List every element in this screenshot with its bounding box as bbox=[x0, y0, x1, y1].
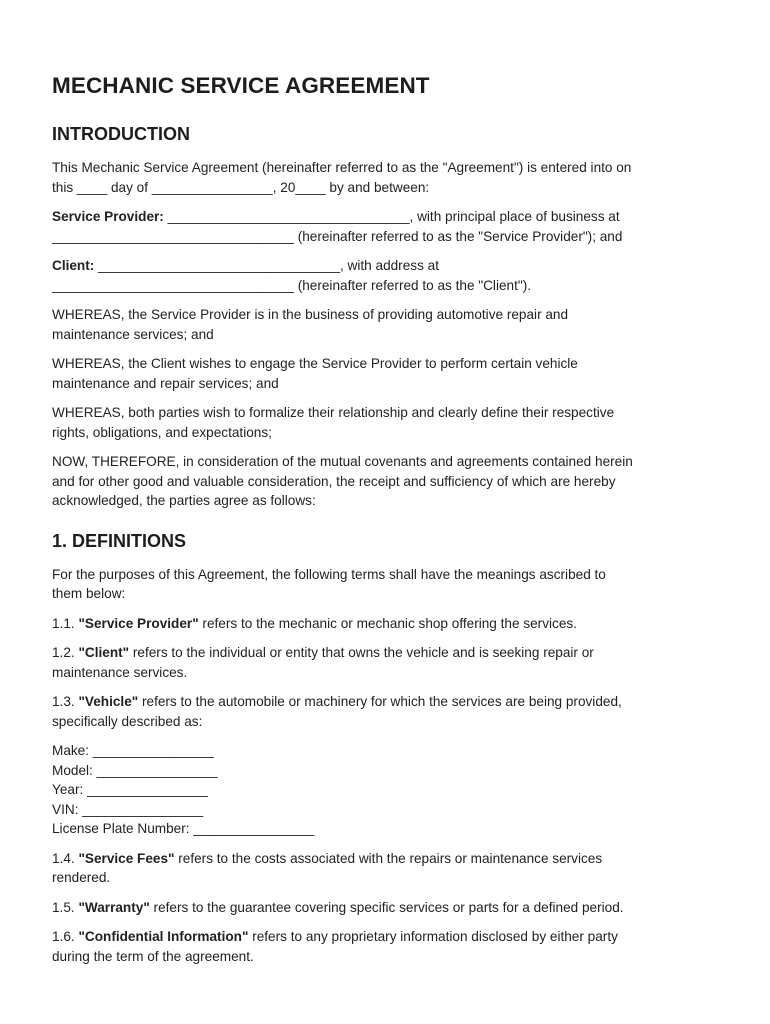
service-provider-line-2: ________________________________ (hereinafter referred to as the "Service Provider"); and bbox=[52, 228, 623, 244]
definition-text: refers to the guarantee covering specific services or parts for a defined period. bbox=[149, 899, 624, 915]
client-label: Client: bbox=[52, 258, 95, 273]
definition-term: "Client" bbox=[78, 645, 130, 660]
whereas-paragraph-3 bbox=[52, 403, 722, 442]
vehicle-year-field: Year: ________________ bbox=[52, 782, 208, 797]
service-provider-line-1: ________________________________, with principal place of business at bbox=[163, 209, 620, 224]
whereas-1-line-2: maintenance services; and bbox=[52, 326, 214, 342]
definitions-heading: 1. DEFINITIONS bbox=[52, 530, 187, 551]
definition-1-6 bbox=[52, 927, 722, 966]
now-therefore-paragraph bbox=[52, 452, 722, 511]
definition-number: 1.3. bbox=[52, 694, 79, 709]
definition-1-2 bbox=[52, 643, 722, 682]
whereas-3-line-2: rights, obligations, and expectations; bbox=[52, 424, 272, 440]
now-therefore-line-2: and for other good and valuable consideration, the receipt and sufficiency of which are hereby bbox=[52, 473, 616, 489]
whereas-paragraph-2 bbox=[52, 354, 722, 393]
vehicle-vin-field: VIN: ________________ bbox=[52, 801, 204, 817]
definitions-intro-line-1: For the purposes of this Agreement, the following terms shall have the meanings ascribed to bbox=[52, 566, 606, 582]
definition-term: "Service Fees" bbox=[78, 850, 175, 866]
definition-number: 1.2. bbox=[52, 645, 79, 660]
whereas-1-line-1: WHEREAS, the Service Provider is in the business of providing automotive repair and bbox=[52, 307, 569, 322]
whereas-3-line-1: WHEREAS, both parties wish to formalize their relationship and clearly define their respective bbox=[52, 405, 615, 420]
definition-text: refers to the individual or entity that owns the vehicle and is seeking repair or bbox=[129, 645, 594, 660]
vehicle-make-field: Make: ________________ bbox=[52, 743, 214, 758]
client-line-1: ________________________________, with address at bbox=[94, 258, 439, 273]
definition-term: "Confidential Information" bbox=[78, 929, 249, 944]
definition-1-5 bbox=[52, 898, 722, 918]
definition-text: refers to the costs associated with the repairs or maintenance services bbox=[174, 850, 603, 866]
definition-term: "Vehicle" bbox=[78, 694, 139, 709]
intro-line-2: this ____ day of ________________, 20____ by and between: bbox=[52, 179, 430, 195]
client-line-2: ________________________________ (hereinafter referred to as the "Client"). bbox=[52, 277, 532, 293]
license-plate-field: License Plate Number: ________________ bbox=[52, 821, 315, 836]
definition-number: 1.5. bbox=[52, 899, 79, 915]
definition-text-line-2: during the term of the agreement. bbox=[52, 948, 254, 964]
whereas-2-line-1: WHEREAS, the Client wishes to engage the Service Provider to perform certain vehicle bbox=[52, 356, 578, 371]
definitions-intro-line-2: them below: bbox=[52, 586, 126, 601]
definitions-intro bbox=[52, 565, 722, 604]
service-provider-paragraph bbox=[52, 207, 722, 246]
definition-text: refers to the automobile or machinery for which the services are being provided, bbox=[138, 694, 622, 709]
definition-text: refers to the mechanic or mechanic shop offering the services. bbox=[198, 615, 577, 631]
definition-text-line-2: rendered. bbox=[52, 870, 111, 885]
definition-1-3 bbox=[52, 692, 722, 731]
definition-1-4 bbox=[52, 849, 722, 888]
definition-text: refers to any proprietary information disclosed by either party bbox=[248, 929, 618, 944]
definition-text-line-2: specifically described as: bbox=[52, 713, 203, 729]
document-title: MECHANIC SERVICE AGREEMENT bbox=[52, 73, 430, 98]
definition-term: "Service Provider" bbox=[78, 615, 199, 631]
definition-text-line-2: maintenance services. bbox=[52, 664, 188, 680]
intro-line-1: This Mechanic Service Agreement (hereinafter referred to as the "Agreement") is entered into on bbox=[52, 160, 632, 175]
service-provider-label: Service Provider: bbox=[52, 209, 164, 224]
intro-paragraph bbox=[52, 158, 722, 197]
client-paragraph bbox=[52, 256, 722, 295]
definition-1-1 bbox=[52, 614, 722, 634]
vehicle-model-field: Model: ________________ bbox=[52, 762, 218, 778]
definition-number: 1.4. bbox=[52, 850, 79, 866]
vehicle-fields bbox=[52, 741, 722, 839]
whereas-2-line-2: maintenance and repair services; and bbox=[52, 375, 279, 391]
whereas-paragraph-1 bbox=[52, 305, 722, 344]
now-therefore-line-1: NOW, THEREFORE, in consideration of the mutual covenants and agreements contained herein bbox=[52, 454, 633, 469]
definition-number: 1.6. bbox=[52, 929, 79, 944]
now-therefore-line-3: acknowledged, the parties agree as follows: bbox=[52, 493, 316, 508]
introduction-heading: INTRODUCTION bbox=[52, 124, 190, 144]
definition-number: 1.1. bbox=[52, 615, 79, 631]
definition-term: "Warranty" bbox=[78, 899, 150, 915]
